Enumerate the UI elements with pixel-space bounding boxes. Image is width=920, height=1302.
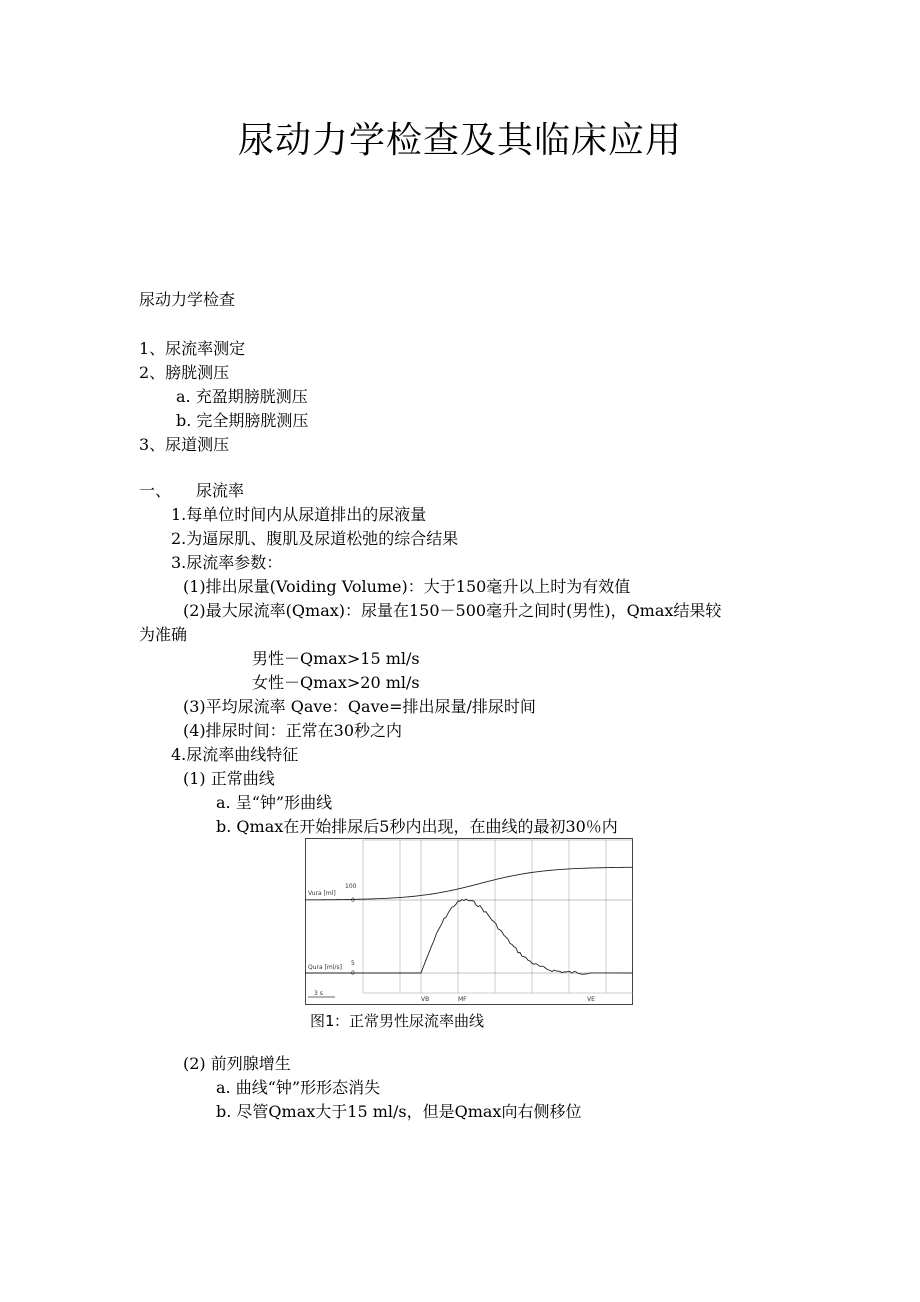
marker-ve: VE <box>587 996 595 1003</box>
curve-subitem: b. 尽管Qmax大于15 ml/s，但是Qmax向右侧移位 <box>216 1102 582 1121</box>
male-qmax: 男性－Qmax>15 ml/s <box>252 649 420 668</box>
curve-item: (2) 前列腺增生 <box>183 1054 291 1073</box>
vura-tick-100: 100 <box>345 883 357 890</box>
param-item: (1)排出尿量(Voiding Volume)：大于150毫升以上时为有效值 <box>183 577 631 596</box>
list-item: 1.每单位时间内从尿道排出的尿液量 <box>171 505 427 524</box>
curve-item: (1) 正常曲线 <box>183 769 275 788</box>
list-item: 3.尿流率参数： <box>171 553 283 572</box>
param-item-continued: 为准确 <box>139 625 188 644</box>
section-title: 尿流率 <box>196 481 245 500</box>
chart-frame <box>306 839 633 1005</box>
curve-subitem: a. 呈“钟”形曲线 <box>216 793 333 812</box>
toc-item: 3、尿道测压 <box>139 435 230 454</box>
toc-item: 2、膀胱测压 <box>139 363 230 382</box>
qura-tick-5: 5 <box>351 960 355 967</box>
param-item: (4)排尿时间：正常在30秒之内 <box>183 721 403 740</box>
toc-item: 1、尿流率测定 <box>139 339 246 358</box>
section-heading: 尿动力学检查 <box>139 290 236 309</box>
time-scale-label: 3 s <box>314 990 323 997</box>
list-item: 4.尿流率曲线特征 <box>171 745 299 764</box>
qura-axis-label: Qura [ml/s] <box>308 964 342 971</box>
param-item: (2)最大尿流率(Qmax)：尿量在150－500毫升之间时(男性)，Qmax结果较 <box>183 601 722 620</box>
vura-axis-label: Vura [ml] <box>308 890 336 897</box>
document-title: 尿动力学检查及其临床应用 <box>237 120 682 161</box>
list-item: 2.为逼尿肌、腹肌及尿道松弛的综合结果 <box>171 529 459 548</box>
curve-subitem: a. 曲线“钟”形形态消失 <box>216 1078 381 1097</box>
toc-subitem: a. 充盈期膀胱测压 <box>176 387 308 406</box>
param-item: (3)平均尿流率 Qave：Qave=排出尿量/排尿时间 <box>183 697 536 716</box>
figure-caption: 图1：正常男性尿流率曲线 <box>310 1012 485 1030</box>
vura-tick-0: 0 <box>351 897 355 904</box>
female-qmax: 女性－Qmax>20 ml/s <box>252 673 420 692</box>
uroflow-chart <box>305 838 635 1006</box>
toc-subitem: b. 完全期膀胱测压 <box>176 411 309 430</box>
section-number: 一、 <box>139 481 172 500</box>
marker-mf: MF <box>458 996 467 1003</box>
qura-tick-0: 0 <box>351 970 355 977</box>
curve-subitem: b. Qmax在开始排尿后5秒内出现，在曲线的最初30％内 <box>216 817 618 836</box>
marker-vb: VB <box>421 996 430 1003</box>
